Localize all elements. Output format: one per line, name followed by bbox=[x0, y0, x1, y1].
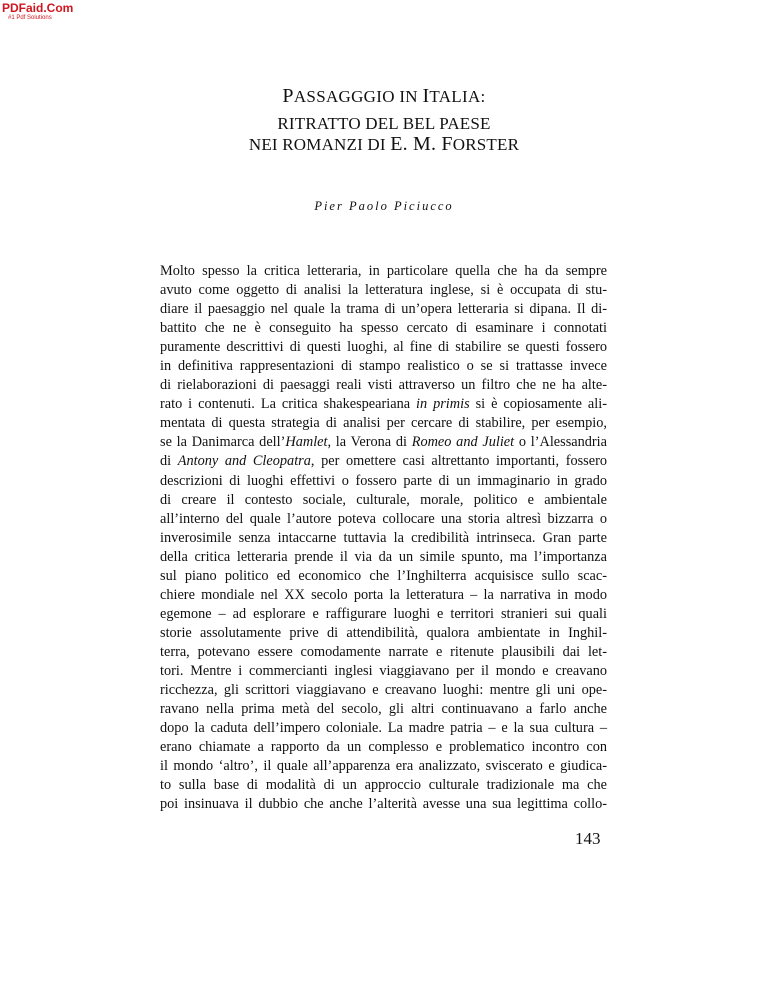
body-line: diare il paesaggio nel quale la trama di un’opera letteraria si dipana. Il di- bbox=[160, 301, 607, 318]
body-line: descrizioni di luoghi effettivi o fossero parte di un immaginario in grado bbox=[160, 472, 607, 489]
body-line: avuto come oggetto di analisi la letteratura inglese, si è occupata di stu- bbox=[160, 282, 607, 299]
page-number: 143 bbox=[575, 829, 601, 848]
body-line: erano chiamate a rapporto da un complesso e problematico incontro con bbox=[160, 739, 607, 756]
watermark-tagline: #1 Pdf Solutions bbox=[8, 15, 52, 21]
body-line: to sulla base di modalità di un approccio culturale tradizionale ma che bbox=[160, 777, 607, 794]
body-line: il mondo ‘altro’, il quale all’apparenza era analizzato, sviscerato e giudica- bbox=[160, 758, 607, 775]
body-line: rato i contenuti. La critica shakespeariana in primis si è copiosamente ali- bbox=[160, 396, 607, 413]
watermark-logo-text[interactable]: PDFaid.Com bbox=[2, 1, 74, 15]
body-line: inverosimile senza intaccarne tuttavia la credibilità intrinseca. Gran parte bbox=[160, 529, 607, 546]
author-name: Pier Paolo Piciucco bbox=[314, 199, 454, 213]
title-line-1: PASSAGGGIO IN ITALIA: bbox=[282, 85, 486, 107]
body-line: mentata di questa strategia di analisi per cercare di stabilire, per esempio, bbox=[160, 415, 607, 432]
body-line: tori. Mentre i commercianti inglesi viaggiavano per il mondo e creavano bbox=[160, 662, 607, 679]
watermark[interactable] bbox=[2, 1, 73, 22]
body-line: di rielaborazioni di paesaggi reali visti attraverso un filtro che ne ha alte- bbox=[160, 377, 607, 394]
body-line: battito che ne è conseguito ha spesso cercato di esaminare i connotati bbox=[160, 320, 607, 337]
body-line: all’interno del quale l’autore poteva collocare una storia altresì bizzarra o bbox=[160, 510, 607, 527]
title-line-2: RITRATTO DEL BEL PAESE bbox=[277, 114, 491, 133]
body-line: di creare il contesto sociale, culturale, morale, politico e ambientale bbox=[160, 491, 607, 508]
body-line: della critica letteraria prende il via da un simile spunto, ma l’importanza bbox=[160, 548, 607, 565]
body-line: egemone – ad esplorare e raffigurare luoghi e territori stranieri sui quali bbox=[160, 605, 607, 622]
body-line: storie assolutamente prive di attendibilità, qualora ambientate in Inghil- bbox=[160, 624, 607, 641]
body-line: di Antony and Cleopatra, per omettere casi altrettanto importanti, fossero bbox=[160, 453, 607, 470]
body-line: chiere mondiale nel XX secolo porta la letteratura – la narrativa in modo bbox=[160, 586, 607, 603]
body-line: terra, potevano essere comodamente narrate e ritenute plausibili dai let- bbox=[160, 643, 607, 660]
body-line: puramente descrittivi di questi luoghi, al fine di stabilire se questi fossero bbox=[160, 339, 607, 356]
body-line: Molto spesso la critica letteraria, in particolare quella che ha da sempre bbox=[160, 263, 607, 279]
body-paragraph bbox=[160, 262, 607, 814]
body-line: ravano nella prima metà del secolo, gli altri continuavano a farlo anche bbox=[160, 701, 607, 718]
body-line: se la Danimarca dell’Hamlet, la Verona di Romeo and Juliet o l’Alessandria bbox=[160, 434, 607, 451]
body-line: ricchezza, gli scrittori viaggiavano e creavano luoghi: mentre gli uni ope- bbox=[160, 682, 607, 699]
body-line: sul piano politico ed economico che l’Inghilterra acquisisce sullo scac- bbox=[160, 567, 607, 584]
title-line-3: NEI ROMANZI DI E. M. FORSTER bbox=[248, 133, 520, 155]
article-title bbox=[0, 86, 768, 155]
body-line: in definitiva rappresentazioni di stampo realistico o se si trattasse invece bbox=[160, 358, 607, 375]
body-line: dopo la caduta dell’impero coloniale. La madre patria – e la sua cultura – bbox=[160, 720, 607, 737]
body-line: poi insinuava il dubbio che anche l’alterità avesse una sua legittima collo- bbox=[160, 796, 607, 813]
